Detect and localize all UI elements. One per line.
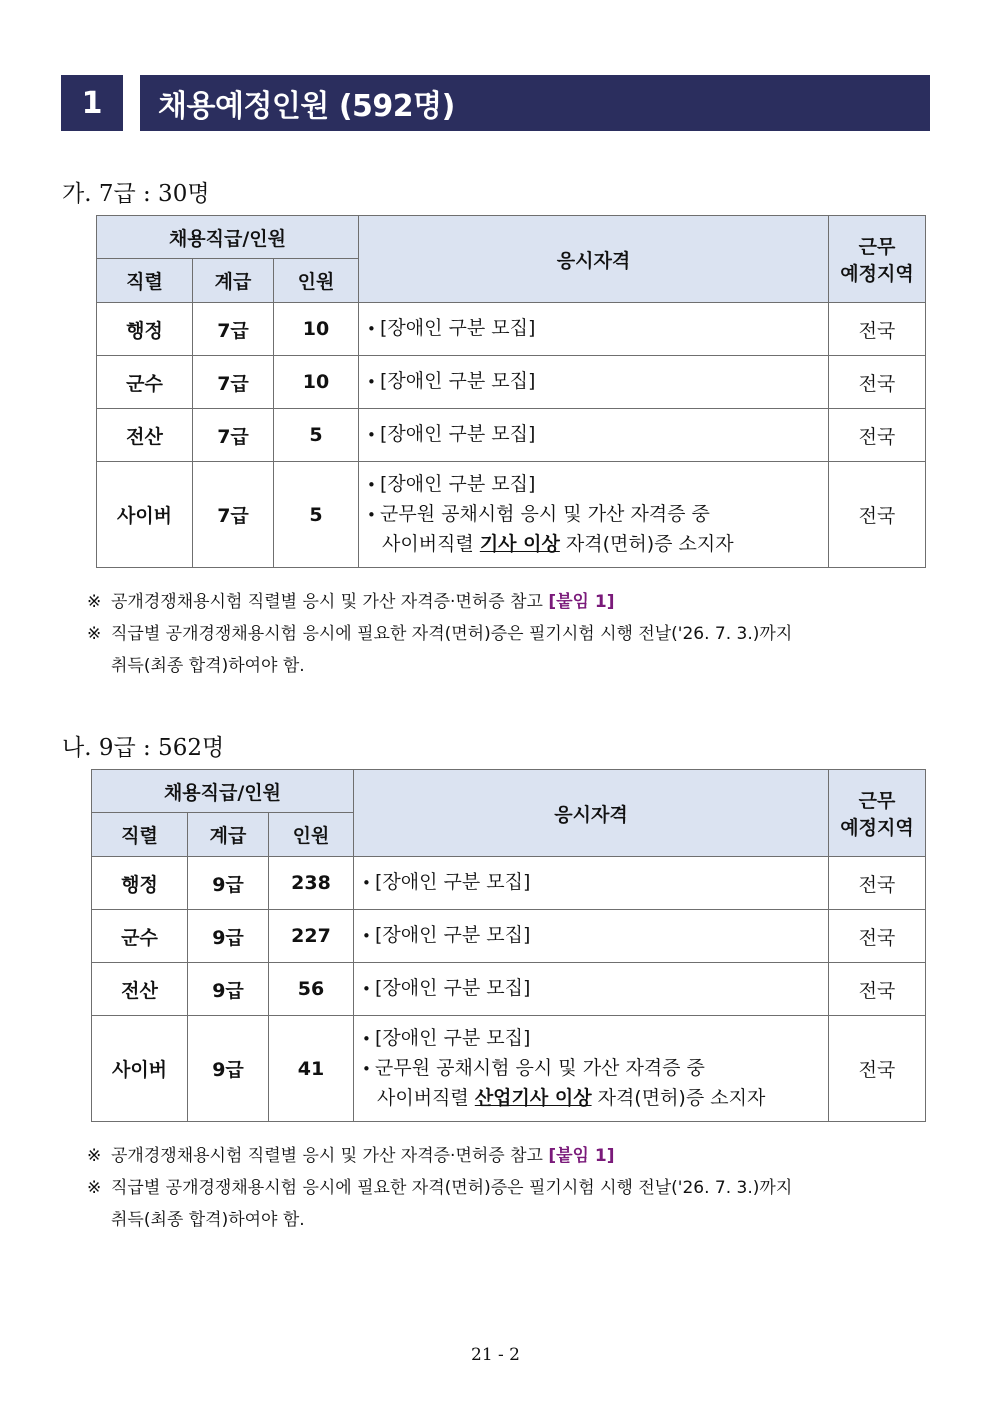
cell-qualification: • [장애인 구분 모집] <box>359 356 829 409</box>
cell-grade: 9급 <box>188 1016 269 1122</box>
cell-grade: 7급 <box>193 303 274 356</box>
cell-grade: 9급 <box>188 910 269 963</box>
table-row <box>97 303 926 356</box>
header-grade: 계급 <box>193 259 274 303</box>
header-group: 채용직급/인원 <box>92 770 354 813</box>
cell-region: 전국 <box>829 857 926 910</box>
cell-grade: 9급 <box>188 857 269 910</box>
cell-count: 5 <box>274 409 359 462</box>
note-line: ※ 직급별 공개경쟁채용시험 응시에 필요한 자격(면허)증은 필기시험 시행 전날('26. 7. 3.)까지 <box>87 624 793 644</box>
cell-field: 행정 <box>97 303 193 356</box>
cell-field: 전산 <box>92 963 188 1016</box>
header-qualification: 응시자격 <box>354 770 829 857</box>
header-region: 근무 예정지역 <box>829 216 926 303</box>
cell-count: 10 <box>274 356 359 409</box>
table-row <box>92 963 926 1016</box>
table-row <box>92 910 926 963</box>
cell-grade: 7급 <box>193 409 274 462</box>
cell-count: 10 <box>274 303 359 356</box>
header-region: 근무 예정지역 <box>829 770 926 857</box>
cell-count: 238 <box>269 857 354 910</box>
cell-grade: 9급 <box>188 963 269 1016</box>
table-row <box>92 857 926 910</box>
header-field: 직렬 <box>97 259 193 303</box>
table-row <box>92 1016 926 1122</box>
cell-region: 전국 <box>829 462 926 568</box>
subsection-heading-grade9: 나. 9급 : 562명 <box>62 735 225 761</box>
note-line: ※ 공개경쟁채용시험 직렬별 응시 및 가산 자격증·면허증 참고 [붙임 1] <box>87 592 615 612</box>
section-title-bar <box>61 75 930 131</box>
cell-qualification: • [장애인 구분 모집] <box>354 963 829 1016</box>
recruitment-table-grade9 <box>91 769 926 1122</box>
header-count: 인원 <box>274 259 359 303</box>
cell-grade: 7급 <box>193 356 274 409</box>
note-line: ※ 직급별 공개경쟁채용시험 응시에 필요한 자격(면허)증은 필기시험 시행 전날('26. 7. 3.)까지 <box>87 1178 793 1198</box>
cell-region: 전국 <box>829 963 926 1016</box>
cell-field: 사이버 <box>97 462 193 568</box>
cell-qualification: • [장애인 구분 모집] • 군무원 공채시험 응시 및 가산 자격증 중 사이버직렬 기사 이상 자격(면허)증 소지자 <box>359 462 829 568</box>
table-row <box>97 356 926 409</box>
cell-qualification: • [장애인 구분 모집] • 군무원 공채시험 응시 및 가산 자격증 중 사이버직렬 산업기사 이상 자격(면허)증 소지자 <box>354 1016 829 1122</box>
table-row <box>97 409 926 462</box>
page-number: 21 - 2 <box>471 1345 520 1365</box>
cell-count: 41 <box>269 1016 354 1122</box>
cell-count: 227 <box>269 910 354 963</box>
cell-qualification: • [장애인 구분 모집] <box>354 910 829 963</box>
cell-grade: 7급 <box>193 462 274 568</box>
cell-region: 전국 <box>829 303 926 356</box>
subsection-heading-grade7: 가. 7급 : 30명 <box>62 181 210 207</box>
cell-count: 5 <box>274 462 359 568</box>
header-field: 직렬 <box>92 813 188 857</box>
cell-qualification: • [장애인 구분 모집] <box>354 857 829 910</box>
header-grade: 계급 <box>188 813 269 857</box>
attachment-ref: [붙임 1] <box>548 1146 615 1166</box>
cell-qualification: • [장애인 구분 모집] <box>359 409 829 462</box>
note-line: ※ 공개경쟁채용시험 직렬별 응시 및 가산 자격증·면허증 참고 [붙임 1] <box>87 1146 615 1166</box>
cell-field: 군수 <box>92 910 188 963</box>
table-row <box>97 462 926 568</box>
section-title: 채용예정인원 (592명) <box>140 75 930 131</box>
cell-field: 군수 <box>97 356 193 409</box>
notes-grade9 <box>87 1140 792 1236</box>
attachment-ref: [붙임 1] <box>548 592 615 612</box>
header-group: 채용직급/인원 <box>97 216 359 259</box>
header-count: 인원 <box>269 813 354 857</box>
cell-region: 전국 <box>829 910 926 963</box>
cell-field: 사이버 <box>92 1016 188 1122</box>
header-qualification: 응시자격 <box>359 216 829 303</box>
recruitment-table-grade7 <box>96 215 926 568</box>
cell-field: 행정 <box>92 857 188 910</box>
cell-region: 전국 <box>829 1016 926 1122</box>
cell-qualification: • [장애인 구분 모집] <box>359 303 829 356</box>
cell-field: 전산 <box>97 409 193 462</box>
cell-region: 전국 <box>829 409 926 462</box>
notes-grade7 <box>87 586 792 682</box>
note-line: 취득(최종 합격)하여야 함. <box>111 656 305 676</box>
cell-count: 56 <box>269 963 354 1016</box>
note-line: 취득(최종 합격)하여야 함. <box>111 1210 305 1230</box>
cell-region: 전국 <box>829 356 926 409</box>
section-number: 1 <box>61 75 123 131</box>
